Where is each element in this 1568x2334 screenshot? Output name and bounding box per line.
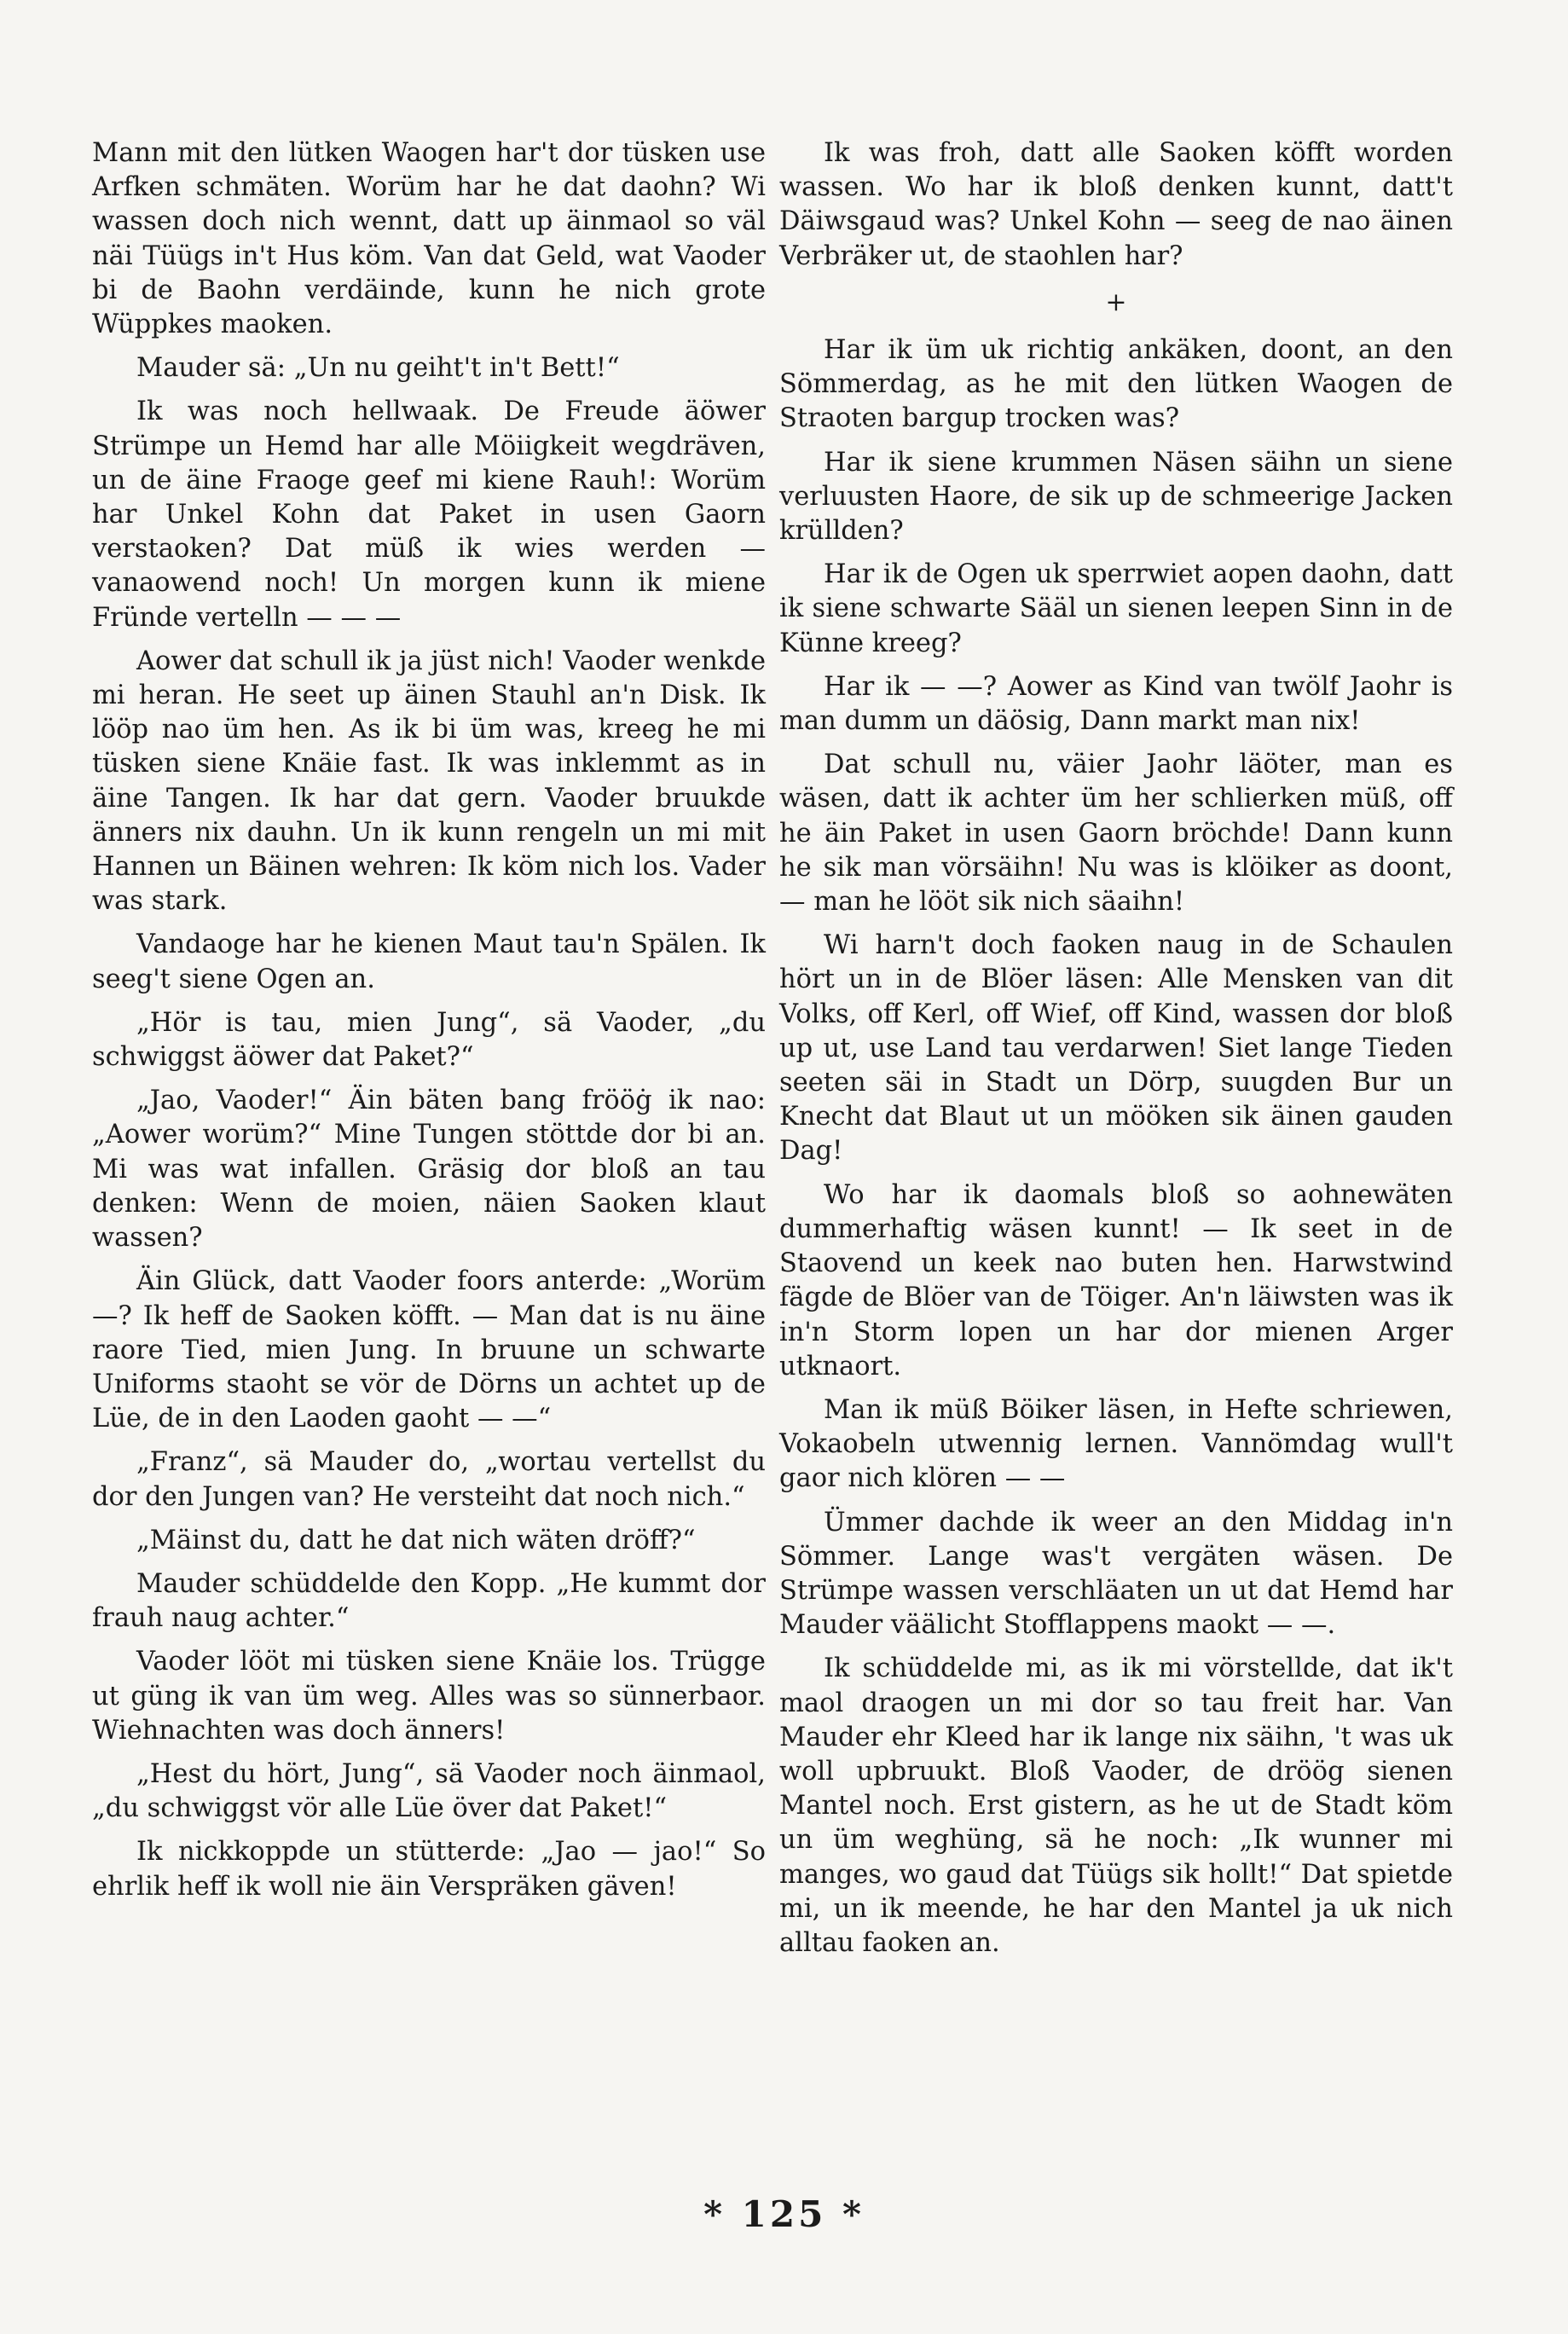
paragraph: Wi harn't doch faoken naug in de Schaulen hört un in de Blöer läsen: Alle Mensken van dit Volks, off Kerl, off Wief, off Kind, wassen dor bloß up ut, use Land tau verdarwen! Siet lange Tieden seeten säi in Stadt un Dörp, suugden Bur un Knecht dat Blaut ut un mööken sik äinen gauden Dag!	[779, 930, 1453, 1167]
paragraph: Mauder schüddelde den Kopp. „He kummt dor frauh naug achter.“	[92, 1568, 766, 1634]
paragraph: Wo har ik daomals bloß so aohnewäten dummerhaftig wäsen kunnt! — Ik seet in de Staovend un keek nao buten hen. Harwstwind fägde de Blöer van de Töiger. An'n läiwsten was ik in'n Storm lopen un har dor mienen Arger utknaort.	[779, 1179, 1453, 1381]
paragraph: Har ik siene krummen Näsen säihn un siene verluusten Haore, de sik up de schmeerige Jacken krüllden?	[779, 447, 1453, 547]
paragraph: Ik schüddelde mi, as ik mi vörstellde, dat ik't maol draogen un mi dor so tau freit har. Van Mauder ehr Kleed har ik lange nix säihn, 't was uk woll upbruukt. Bloß Vaoder, de dröög sienen Mantel noch. Erst gistern, as he ut de Stadt köm un üm weghüng, sä he noch: „Ik wunner mi manges, wo gaud dat Tüügs sik hollt!“ Dat spietde mi, un ik meende, he har den Mantel ja uk nich alltau faoken an.	[779, 1653, 1453, 1958]
left-column	[92, 136, 766, 1914]
paragraph: Ik nickkoppde un stütterde: „Jao — jao!“ So ehrlik heff ik woll nie äin Verspräken gäven!	[92, 1837, 766, 1902]
paragraph: Mauder sä: „Un nu geiht't in't Bett!“	[136, 353, 620, 384]
paragraph: Vaoder lööt mi tüsken siene Knäie los. Trügge ut güng ik van üm weg. Alles was so sünnerbaor. Wiehnachten was doch änners!	[92, 1647, 766, 1746]
paragraph: Mann mit den lütken Waogen har't dor tüsken use Arfken schmäten. Worüm har he dat daohn? Wi wassen doch nich wennt, datt up äinmaol so väl näi Tüügs in't Hus köm. Van dat Geld, wat Vaoder bi de Baohn verdäinde, kunn he nich grote Wüppkes maoken.	[92, 138, 766, 340]
right-column	[779, 136, 1453, 1970]
paragraph: Äin Glück, datt Vaoder foors anterde: „Worüm —? Ik heff de Saoken köfft. — Man dat is nu äine raore Tied, mien Jung. In bruune un schwarte Uniforms staoht se vör de Dörns un achtet up de Lüe, de in den Laoden gaoht — —“	[92, 1266, 766, 1434]
paragraph: Ik was froh, datt alle Saoken köfft worden wassen. Wo har ik bloß denken kunnt, datt't Däiwsgaud was? Unkel Kohn — seeg de nao äinen Verbräker ut, de staohlen har?	[779, 138, 1453, 271]
paragraph: „Mäinst du, datt he dat nich wäten dröff?“	[136, 1525, 696, 1555]
paragraph: Dat schull nu, väier Jaohr läöter, man es wäsen, datt ik achter üm her schlierken müß, off he äin Paket in usen Gaorn bröchde! Dann kunn he sik man vörsäihn! Nu was is klöiker as doont, — man he lööt sik nich säaihn!	[779, 750, 1453, 918]
paragraph: Har ik üm uk richtig ankäken, doont, an den Sömmerdag, as he mit den lütken Waogen de Straoten bargup trocken was?	[779, 335, 1453, 434]
section-divider: +	[1105, 287, 1127, 317]
paragraph: „Hest du hört, Jung“, sä Vaoder noch äinmaol, „du schwiggst vör alle Lüe över dat Paket!“	[92, 1758, 766, 1824]
paragraph: Har ik de Ogen uk sperrwiet aopen daohn, datt ik siene schwarte Sääl un sienen leepen Sinn in de Künne kreeg?	[779, 559, 1453, 658]
paragraph: Man ik müß Böiker läsen, in Hefte schriewen, Vokaobeln utwennig lernen. Vannömdag wull't gaor nich klören — —	[779, 1394, 1453, 1494]
paragraph: Har ik — —? Aower as Kind van twölf Jaohr is man dumm un däösig, Dann markt man nix!	[779, 671, 1453, 737]
paragraph: „Franz“, sä Mauder do, „wortau vertellst du dor den Jungen van? He versteiht dat noch nich.“	[92, 1447, 766, 1512]
paragraph: Ik was noch hellwaak. De Freude äöwer Strümpe un Hemd har alle Möiigkeit wegdräven, un de äine Fraoge geef mi kiene Rauh!: Worüm har Unkel Kohn dat Paket in usen Gaorn verstaoken? Dat müß ik wies werden — vanaowend noch! Un morgen kunn ik miene Fründe vertelln — — —	[92, 397, 766, 633]
page-number: * 125 *	[703, 2193, 865, 2235]
paragraph: Ümmer dachde ik weer an den Middag in'n Sömmer. Lange was't vergäten wäsen. De Strümpe wassen verschläaten un ut dat Hemd har Mauder väälicht Stofflappens maokt — —.	[779, 1507, 1453, 1641]
paragraph: „Jao, Vaoder!“ Äin bäten bang frööġ ik nao: „Aower worüm?“ Mine Tungen stöttde dor bi an. Mi was wat infallen. Gräsig dor bloß an tau denken: Wenn de moien, näien Saoken klaut wassen?	[92, 1086, 766, 1254]
paragraph: „Hör is tau, mien Jung“, sä Vaoder, „du schwiggst äöwer dat Paket?“	[92, 1007, 766, 1073]
paragraph: Aower dat schull ik ja jüst nich! Vaoder wenkde mi heran. He seet up äinen Stauhl an'n Disk. Ik lööp nao üm hen. As ik bi üm was, kreeg he mi tüsken siene Knäie fast. Ik was inklemmt as in äine Tangen. Ik har dat gern. Vaoder bruukde änners nix dauhn. Un ik kunn rengeln un mi mit Hannen un Bäinen wehren: Ik köm nich los. Vader was stark.	[92, 646, 766, 917]
paragraph: Vandaoge har he kienen Maut tau'n Spälen. Ik seeg't siene Ogen an.	[92, 930, 766, 994]
